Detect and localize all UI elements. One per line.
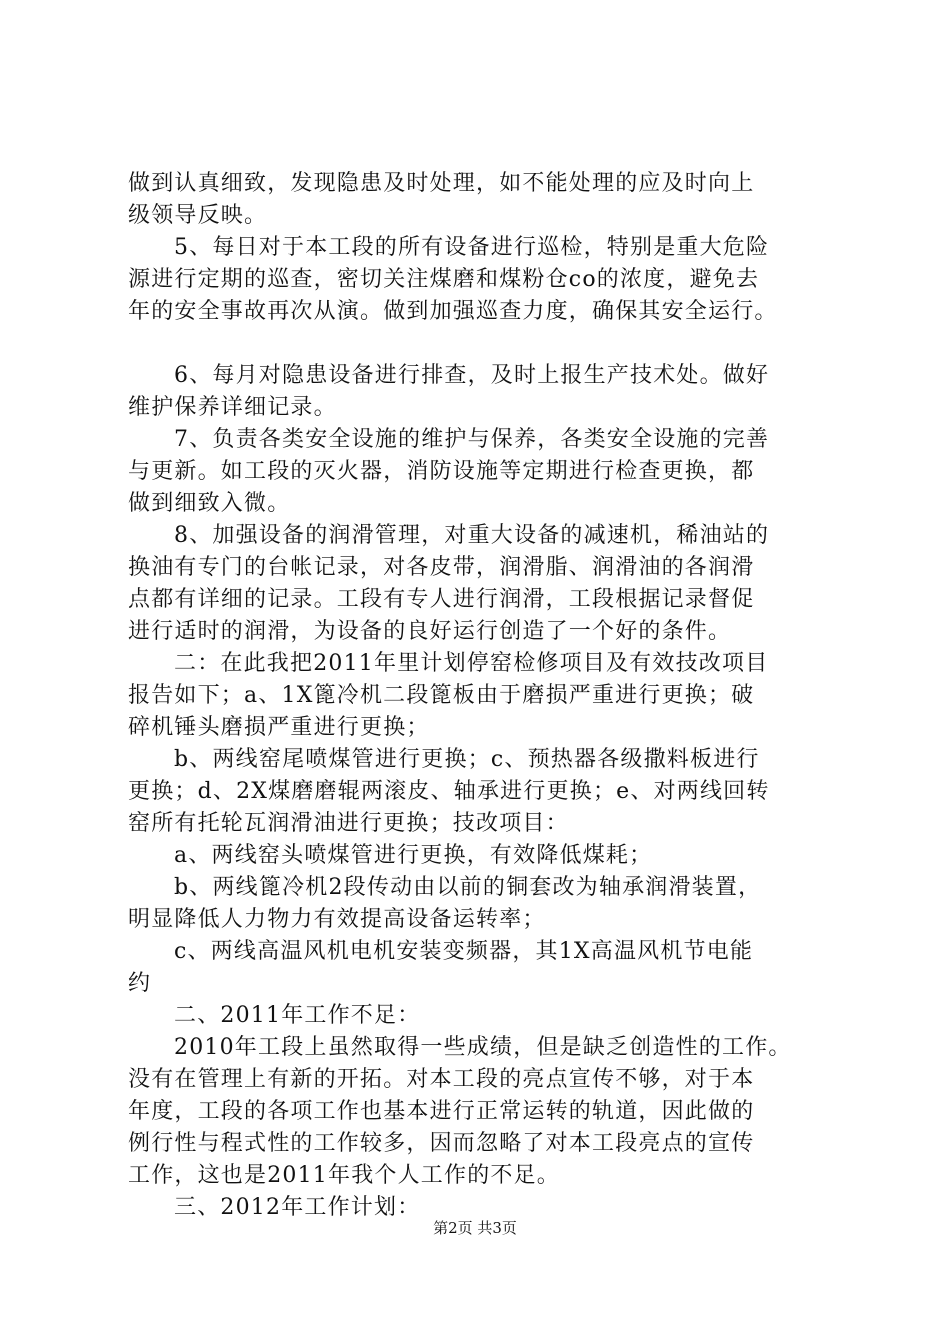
text-line: 进行适时的润滑，为设备的良好运行创造了一个好的条件。 bbox=[128, 619, 732, 644]
text-line: 级领导反映。 bbox=[128, 203, 268, 228]
document-body bbox=[128, 168, 843, 1224]
text-line: 点都有详细的记录。工段有专人进行润滑，工段根据记录督促 bbox=[128, 587, 755, 612]
text-line: c、两线高温风机电机安装变频器，其1X高温风机节电能 bbox=[174, 939, 754, 964]
text-line: 三、2012年工作计划： bbox=[174, 1195, 421, 1220]
text-line: 例行性与程式性的工作较多，因而忽略了对本工段亮点的宣传 bbox=[128, 1131, 755, 1156]
text-line: 7、负责各类安全设施的维护与保养，各类安全设施的完善 bbox=[174, 427, 770, 452]
text-line: 约 bbox=[128, 971, 152, 996]
text-line: 维护保养详细记录。 bbox=[128, 395, 337, 420]
text-line: 二、2011年工作不足： bbox=[174, 1003, 421, 1028]
text-line: 明显降低人力物力有效提高设备运转率； bbox=[128, 907, 546, 932]
text-line: 没有在管理上有新的开拓。对本工段的亮点宣传不够，对于本 bbox=[128, 1067, 755, 1092]
text-line: 报告如下；a、1X篦冷机二段篦板由于磨损严重进行更换；破 bbox=[128, 683, 755, 708]
text-line: 更换；d、2X煤磨磨辊两滚皮、轴承进行更换；e、对两线回转 bbox=[128, 779, 770, 804]
text-line: b、两线窑尾喷煤管进行更换；c、预热器各级撒料板进行 bbox=[174, 747, 760, 772]
text-line: 窑所有托轮瓦润滑油进行更换；技改项目： bbox=[128, 811, 569, 836]
text-line: 源进行定期的巡查，密切关注煤磨和煤粉仓co的浓度，避免去 bbox=[128, 267, 760, 292]
text-line: 工作，这也是2011年我个人工作的不足。 bbox=[128, 1163, 560, 1188]
text-line: b、两线篦冷机2段传动由以前的铜套改为轴承润滑装置， bbox=[174, 875, 762, 900]
blank-line bbox=[128, 328, 843, 360]
text-line: 二：在此我把2011年里计划停窑检修项目及有效技改项目 bbox=[174, 651, 769, 676]
text-line: 5、每日对于本工段的所有设备进行巡检，特别是重大危险 bbox=[174, 235, 770, 260]
text-line: 6、每月对隐患设备进行排查，及时上报生产技术处。做好 bbox=[174, 363, 770, 388]
text-line: 换油有专门的台帐记录，对各皮带，润滑脂、润滑油的各润滑 bbox=[128, 555, 755, 580]
text-line: 年度，工段的各项工作也基本进行正常运转的轨道，因此做的 bbox=[128, 1099, 755, 1124]
text-line: 年的安全事故再次从演。做到加强巡查力度，确保其安全运行。 bbox=[128, 299, 778, 324]
text-line: 8、加强设备的润滑管理，对重大设备的减速机，稀油站的 bbox=[174, 523, 770, 548]
text-line: 碎机锤头磨损严重进行更换； bbox=[128, 715, 430, 740]
text-line: 2010年工段上虽然取得一些成绩，但是缺乏创造性的工作。 bbox=[174, 1035, 792, 1060]
text-line: 与更新。如工段的灭火器，消防设施等定期进行检查更换，都 bbox=[128, 459, 755, 484]
text-line: a、两线窑头喷煤管进行更换，有效降低煤耗； bbox=[174, 843, 653, 868]
page-footer: 第2页 共3页 bbox=[433, 1219, 517, 1237]
text-line: 做到细致入微。 bbox=[128, 491, 291, 516]
text-line: 做到认真细致，发现隐患及时处理，如不能处理的应及时向上 bbox=[128, 171, 755, 196]
